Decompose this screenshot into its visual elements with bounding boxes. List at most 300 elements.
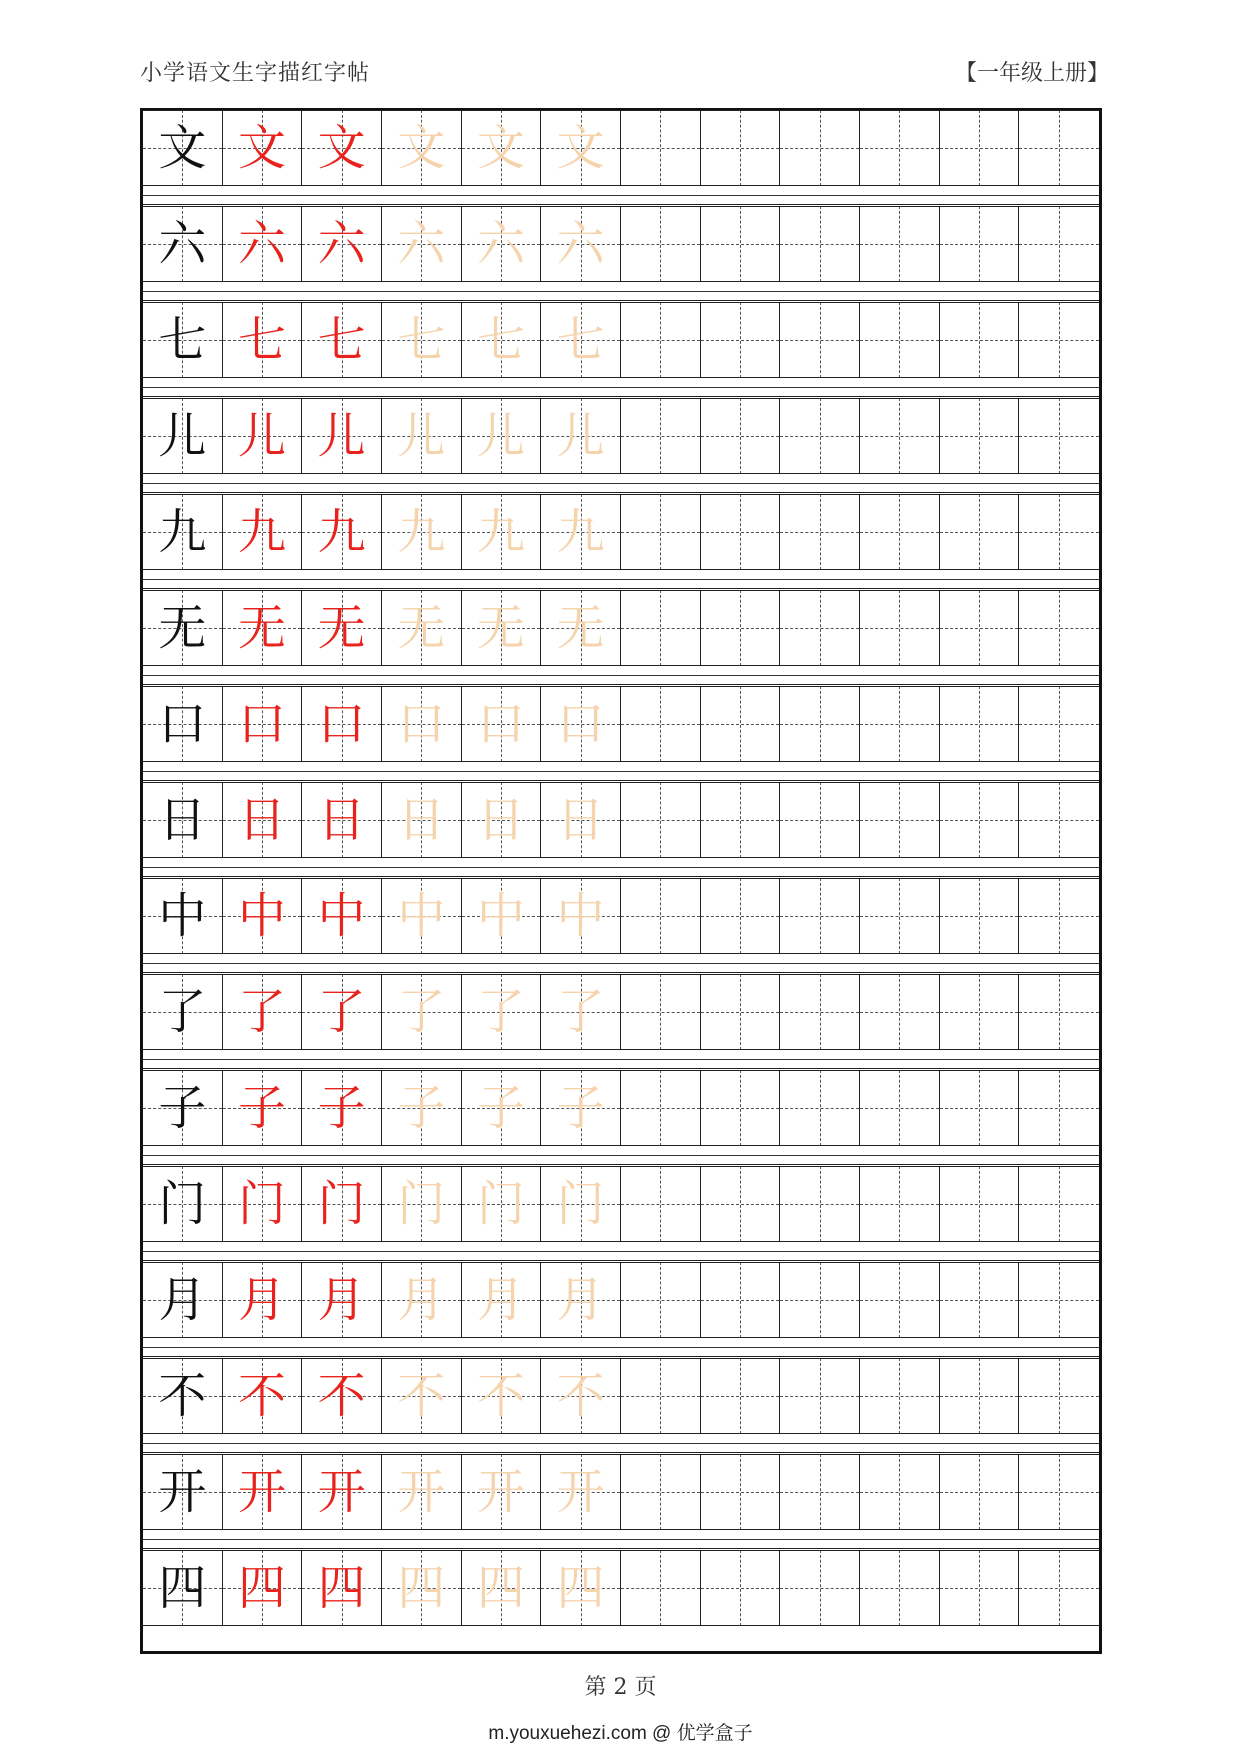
separator-line [143,291,1099,292]
blank-practice-cell [860,686,940,762]
blank-practice-cell [701,974,781,1050]
blank-practice-cell [940,1070,1020,1146]
blank-practice-cell [940,494,1020,570]
trace-character-cell [382,494,462,570]
model-character-cell [143,1166,223,1242]
blank-practice-cell [940,206,1020,282]
page-number: 第 2 页 [584,1675,657,1700]
model-character-cell [143,110,223,186]
row-separator [143,473,1099,493]
blank-practice-cell [621,974,701,1050]
red-character-cell [302,1166,382,1242]
red-character-cell [223,398,303,474]
tracing-character: 不 [476,1368,525,1424]
practice-row [143,302,1099,378]
blank-practice-cell [621,1550,701,1626]
blank-practice-cell [701,1454,781,1530]
row-separator [143,857,1099,877]
practice-row [143,494,1099,570]
model-character: 子 [158,1080,207,1136]
blank-practice-cell [701,782,781,858]
blank-practice-cell [621,782,701,858]
practice-row [143,1070,1099,1146]
blank-practice-cell [621,878,701,954]
tracing-character: 门 [397,1176,446,1232]
model-character: 门 [158,1176,207,1232]
tracing-character: 了 [397,984,446,1040]
blank-practice-cell [621,1358,701,1434]
blank-practice-cell [621,1454,701,1530]
model-character: 中 [158,888,207,944]
model-character-cell [143,878,223,954]
tracing-character: 月 [476,1272,525,1328]
blank-practice-cell [780,1358,860,1434]
tracing-character: 中 [556,888,605,944]
trace-character-cell [462,1166,542,1242]
tracing-character: 了 [556,984,605,1040]
tracing-character: 不 [556,1368,605,1424]
trace-character-cell [462,206,542,282]
blank-practice-cell [701,398,781,474]
blank-practice-cell [860,1358,940,1434]
tracing-character: 六 [556,216,605,272]
trace-character-cell [541,1454,621,1530]
blank-practice-cell [1019,686,1099,762]
red-character-cell [223,782,303,858]
tracing-character: 四 [556,1560,605,1616]
blank-practice-cell [701,1358,781,1434]
practice-row [143,590,1099,666]
trace-character-cell [462,974,542,1050]
tracing-character: 门 [556,1176,605,1232]
trace-character-cell [541,1070,621,1146]
tracing-character: 六 [397,216,446,272]
model-character: 六 [158,216,207,272]
red-sample-character: 门 [237,1176,286,1232]
trace-character-cell [462,686,542,762]
model-character-cell [143,1358,223,1434]
red-sample-character: 开 [317,1464,366,1520]
red-sample-character: 七 [317,312,366,368]
tracing-character: 月 [397,1272,446,1328]
blank-practice-cell [1019,1454,1099,1530]
practice-row [143,110,1099,186]
blank-practice-cell [860,1166,940,1242]
blank-practice-cell [940,590,1020,666]
tracing-character: 不 [397,1368,446,1424]
tracing-character: 日 [397,792,446,848]
blank-practice-cell [940,878,1020,954]
red-sample-character: 无 [317,600,366,656]
practice-grid [140,108,1102,1654]
trace-character-cell [541,302,621,378]
model-character: 月 [158,1272,207,1328]
trace-character-cell [462,878,542,954]
tracing-character: 无 [397,600,446,656]
blank-practice-cell [860,782,940,858]
red-character-cell [223,974,303,1050]
model-character-cell [143,1262,223,1338]
red-sample-character: 无 [237,600,286,656]
red-sample-character: 口 [237,696,286,752]
trace-character-cell [382,1262,462,1338]
red-character-cell [302,974,382,1050]
model-character-cell [143,1070,223,1146]
blank-practice-cell [1019,110,1099,186]
trace-character-cell [462,1358,542,1434]
red-sample-character: 门 [317,1176,366,1232]
model-character-cell [143,686,223,762]
practice-row [143,1550,1099,1626]
separator-line [143,963,1099,964]
tracing-character: 文 [556,120,605,176]
row-separator [143,569,1099,589]
blank-practice-cell [780,686,860,762]
blank-practice-cell [701,1166,781,1242]
tracing-character: 文 [476,120,525,176]
blank-practice-cell [1019,1550,1099,1626]
practice-row [143,974,1099,1050]
blank-practice-cell [621,590,701,666]
tracing-character: 日 [476,792,525,848]
trace-character-cell [462,590,542,666]
red-sample-character: 不 [237,1368,286,1424]
tracing-character: 儿 [556,408,605,464]
blank-practice-cell [940,1454,1020,1530]
blank-practice-cell [701,686,781,762]
tracing-character: 了 [476,984,525,1040]
tracing-character: 七 [397,312,446,368]
row-separator [143,1337,1099,1357]
practice-row [143,1166,1099,1242]
red-character-cell [223,1166,303,1242]
trace-character-cell [382,590,462,666]
trace-character-cell [462,782,542,858]
blank-practice-cell [621,206,701,282]
red-character-cell [223,1454,303,1530]
trace-character-cell [541,974,621,1050]
row-separator [143,1241,1099,1261]
red-character-cell [223,494,303,570]
blank-practice-cell [621,1166,701,1242]
separator-line [143,1347,1099,1348]
red-character-cell [302,686,382,762]
blank-practice-cell [780,302,860,378]
blank-practice-cell [860,110,940,186]
model-character: 儿 [158,408,207,464]
red-sample-character: 文 [237,120,286,176]
red-character-cell [223,590,303,666]
red-sample-character: 九 [317,504,366,560]
blank-practice-cell [621,398,701,474]
trace-character-cell [541,590,621,666]
model-character-cell [143,302,223,378]
tracing-character: 子 [397,1080,446,1136]
red-sample-character: 儿 [237,408,286,464]
trace-character-cell [382,878,462,954]
red-character-cell [302,878,382,954]
separator-line [143,1155,1099,1156]
model-character-cell [143,1454,223,1530]
tracing-character: 九 [556,504,605,560]
practice-row [143,1454,1099,1530]
tracing-character: 七 [476,312,525,368]
blank-practice-cell [1019,1070,1099,1146]
trace-character-cell [541,1166,621,1242]
red-character-cell [302,398,382,474]
blank-practice-cell [1019,782,1099,858]
red-character-cell [223,1070,303,1146]
row-separator [143,953,1099,973]
blank-practice-cell [940,686,1020,762]
red-character-cell [223,1262,303,1338]
red-character-cell [302,1454,382,1530]
red-sample-character: 月 [317,1272,366,1328]
tracing-character: 无 [556,600,605,656]
tracing-character: 文 [397,120,446,176]
tracing-character: 无 [476,600,525,656]
red-sample-character: 子 [317,1080,366,1136]
tracing-character: 中 [476,888,525,944]
blank-practice-cell [621,494,701,570]
red-sample-character: 不 [317,1368,366,1424]
row-separator [143,665,1099,685]
worksheet-title: 小学语文生字描红字帖 [140,61,371,86]
tracing-character: 九 [476,504,525,560]
trace-character-cell [541,110,621,186]
red-character-cell [302,302,382,378]
trace-character-cell [382,1358,462,1434]
trace-character-cell [541,206,621,282]
trace-character-cell [541,494,621,570]
tracing-character: 子 [556,1080,605,1136]
red-sample-character: 口 [317,696,366,752]
trace-character-cell [541,686,621,762]
practice-row [143,398,1099,474]
separator-line [143,771,1099,772]
red-character-cell [302,1358,382,1434]
trace-character-cell [541,878,621,954]
blank-practice-cell [1019,1166,1099,1242]
model-character: 七 [158,312,207,368]
red-character-cell [302,494,382,570]
separator-line [143,1539,1099,1540]
red-sample-character: 中 [317,888,366,944]
row-separator [143,185,1099,205]
red-character-cell [302,590,382,666]
blank-practice-cell [701,302,781,378]
blank-practice-cell [701,1262,781,1338]
blank-practice-cell [780,206,860,282]
blank-practice-cell [860,1550,940,1626]
trace-character-cell [462,110,542,186]
red-character-cell [223,878,303,954]
red-sample-character: 六 [317,216,366,272]
row-separator [143,281,1099,301]
red-character-cell [223,302,303,378]
red-sample-character: 日 [317,792,366,848]
blank-practice-cell [621,110,701,186]
blank-practice-cell [860,1454,940,1530]
model-character: 九 [158,504,207,560]
model-character-cell [143,206,223,282]
blank-practice-cell [780,590,860,666]
model-character: 日 [158,792,207,848]
model-character-cell [143,398,223,474]
tracing-character: 日 [556,792,605,848]
trace-character-cell [462,1262,542,1338]
separator-line [143,387,1099,388]
tracing-character: 口 [397,696,446,752]
trace-character-cell [462,302,542,378]
trace-character-cell [462,1454,542,1530]
tracing-character: 口 [476,696,525,752]
trace-character-cell [382,302,462,378]
trace-character-cell [541,782,621,858]
separator-line [143,675,1099,676]
red-sample-character: 开 [237,1464,286,1520]
blank-practice-cell [860,302,940,378]
blank-practice-cell [1019,494,1099,570]
blank-practice-cell [940,1358,1020,1434]
model-character-cell [143,782,223,858]
red-sample-character: 子 [237,1080,286,1136]
tracing-character: 月 [556,1272,605,1328]
blank-practice-cell [940,110,1020,186]
practice-row [143,1358,1099,1434]
tracing-character: 中 [397,888,446,944]
practice-row [143,206,1099,282]
blank-practice-cell [1019,590,1099,666]
blank-practice-cell [860,1262,940,1338]
row-separator [143,761,1099,781]
separator-line [143,483,1099,484]
red-character-cell [223,1358,303,1434]
row-separator [143,1529,1099,1549]
blank-practice-cell [860,398,940,474]
row-separator [143,1433,1099,1453]
trace-character-cell [382,1550,462,1626]
trace-character-cell [462,398,542,474]
row-separator [143,1049,1099,1069]
blank-practice-cell [860,974,940,1050]
practice-row [143,1262,1099,1338]
red-sample-character: 文 [317,120,366,176]
blank-practice-cell [701,206,781,282]
blank-practice-cell [940,974,1020,1050]
model-character-cell [143,494,223,570]
red-sample-character: 九 [237,504,286,560]
red-character-cell [302,206,382,282]
red-character-cell [302,1262,382,1338]
blank-practice-cell [780,1070,860,1146]
trace-character-cell [541,1358,621,1434]
red-sample-character: 七 [237,312,286,368]
tracing-character: 九 [397,504,446,560]
blank-practice-cell [1019,1358,1099,1434]
blank-practice-cell [701,494,781,570]
blank-practice-cell [860,1070,940,1146]
separator-line [143,195,1099,196]
separator-line [143,867,1099,868]
blank-practice-cell [940,1262,1020,1338]
trace-character-cell [382,398,462,474]
practice-row [143,686,1099,762]
trace-character-cell [382,782,462,858]
tracing-character: 四 [397,1560,446,1616]
tracing-character: 六 [476,216,525,272]
model-character: 不 [158,1368,207,1424]
blank-practice-cell [860,494,940,570]
red-character-cell [223,1550,303,1626]
red-sample-character: 中 [237,888,286,944]
tracing-character: 口 [556,696,605,752]
blank-practice-cell [701,590,781,666]
red-sample-character: 了 [317,984,366,1040]
blank-practice-cell [940,1550,1020,1626]
blank-practice-cell [701,110,781,186]
red-sample-character: 四 [317,1560,366,1616]
blank-practice-cell [780,398,860,474]
tracing-character: 七 [556,312,605,368]
trace-character-cell [462,494,542,570]
blank-practice-cell [1019,398,1099,474]
blank-practice-cell [1019,878,1099,954]
tracing-character: 子 [476,1080,525,1136]
trace-character-cell [541,1550,621,1626]
trace-character-cell [541,1262,621,1338]
blank-practice-cell [940,782,1020,858]
separator-line [143,1251,1099,1252]
blank-practice-cell [780,1166,860,1242]
tracing-character: 四 [476,1560,525,1616]
model-character: 四 [158,1560,207,1616]
trace-character-cell [382,1070,462,1146]
blank-practice-cell [940,398,1020,474]
blank-practice-cell [621,686,701,762]
blank-practice-cell [860,206,940,282]
blank-practice-cell [780,782,860,858]
model-character-cell [143,974,223,1050]
model-character: 了 [158,984,207,1040]
blank-practice-cell [780,1262,860,1338]
red-sample-character: 四 [237,1560,286,1616]
blank-practice-cell [1019,302,1099,378]
model-character: 文 [158,120,207,176]
tracing-character: 开 [556,1464,605,1520]
blank-practice-cell [701,878,781,954]
trace-character-cell [382,686,462,762]
tracing-character: 儿 [397,408,446,464]
trace-character-cell [382,110,462,186]
tracing-character: 儿 [476,408,525,464]
model-character: 无 [158,600,207,656]
trace-character-cell [382,974,462,1050]
separator-line [143,1059,1099,1060]
blank-practice-cell [780,494,860,570]
model-character-cell [143,1550,223,1626]
trace-character-cell [382,206,462,282]
grade-label: 【一年级上册】 [954,61,1109,86]
separator-line [143,579,1099,580]
blank-practice-cell [860,878,940,954]
blank-practice-cell [780,878,860,954]
separator-line [143,1443,1099,1444]
red-sample-character: 了 [237,984,286,1040]
blank-practice-cell [1019,206,1099,282]
red-character-cell [302,782,382,858]
model-character: 口 [158,696,207,752]
